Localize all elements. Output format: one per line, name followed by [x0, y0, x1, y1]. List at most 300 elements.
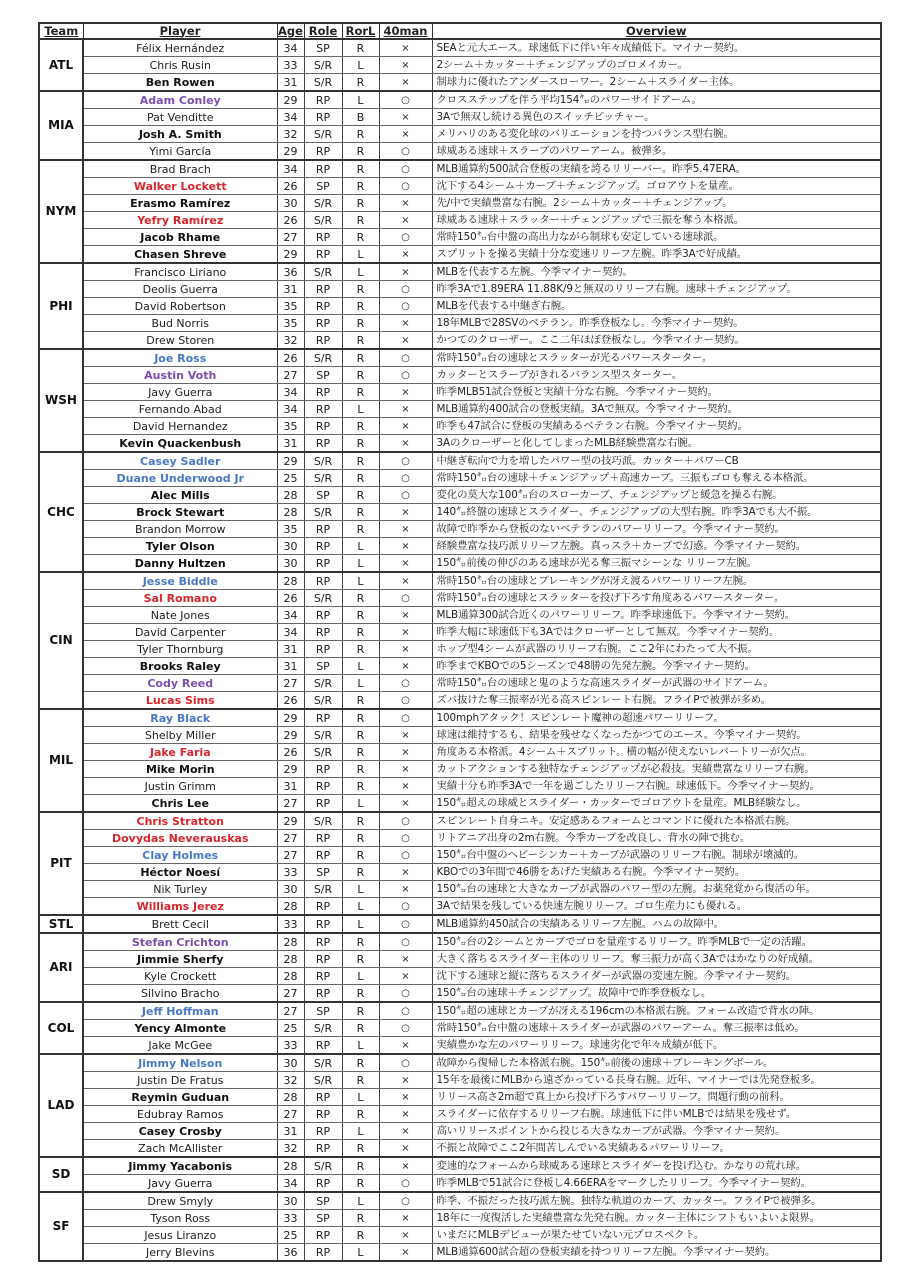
- role-cell: RP: [304, 607, 342, 624]
- forty-man-mark: ○: [379, 281, 432, 298]
- forty-man-mark: ×: [379, 1072, 432, 1089]
- forty-man-mark: ○: [379, 590, 432, 607]
- rorl-cell: R: [342, 1072, 379, 1089]
- role-cell: S/R: [304, 812, 342, 830]
- player-row: [39, 109, 881, 126]
- player-name: Brock Stewart: [83, 504, 277, 521]
- age-cell: 28: [277, 504, 304, 521]
- role-cell: RP: [304, 418, 342, 435]
- player-row: [39, 246, 881, 264]
- role-cell: RP: [304, 1037, 342, 1055]
- rorl-cell: L: [342, 1244, 379, 1262]
- role-cell: RP: [304, 830, 342, 847]
- age-cell: 27: [277, 367, 304, 384]
- forty-man-mark: ×: [379, 435, 432, 453]
- rorl-cell: R: [342, 195, 379, 212]
- header-age: Age: [278, 23, 303, 38]
- forty-man-mark: ○: [379, 298, 432, 315]
- age-cell: 27: [277, 1002, 304, 1020]
- rorl-cell: L: [342, 658, 379, 675]
- age-cell: 32: [277, 1072, 304, 1089]
- overview-cell: 不振と故障でここ2年間苦しんでいる実績あるパワーリリーフ。: [432, 1140, 881, 1158]
- player-row: [39, 367, 881, 384]
- forty-man-mark: ○: [379, 1002, 432, 1020]
- player-row: [39, 195, 881, 212]
- role-cell: RP: [304, 332, 342, 350]
- role-cell: SP: [304, 367, 342, 384]
- overview-cell: 経験豊富な技巧派リリーフ左腕。真っスラ＋カーブで幻惑。今季マイナー契約。: [432, 538, 881, 555]
- player-name: Justin Grimm: [83, 778, 277, 795]
- age-cell: 29: [277, 143, 304, 161]
- player-row: [39, 349, 881, 367]
- age-cell: 28: [277, 898, 304, 916]
- role-cell: RP: [304, 1089, 342, 1106]
- overview-cell: MLBを代表する中継ぎ右腕。: [432, 298, 881, 315]
- player-name: Jesus Liranzo: [83, 1227, 277, 1244]
- player-row: [39, 1123, 881, 1140]
- player-row: [39, 435, 881, 453]
- player-name: Danny Hultzen: [83, 555, 277, 573]
- role-cell: RP: [304, 898, 342, 916]
- role-cell: SP: [304, 178, 342, 195]
- age-cell: 31: [277, 658, 304, 675]
- role-cell: S/R: [304, 263, 342, 281]
- age-cell: 30: [277, 881, 304, 898]
- overview-cell: 常時150㌔台の速球と鬼のような高速スライダーが武器のサイドアーム。: [432, 675, 881, 692]
- age-cell: 34: [277, 160, 304, 178]
- role-cell: SP: [304, 487, 342, 504]
- player-name: Nate Jones: [83, 607, 277, 624]
- age-cell: 34: [277, 624, 304, 641]
- player-row: [39, 1157, 881, 1175]
- rorl-cell: R: [342, 641, 379, 658]
- role-cell: S/R: [304, 126, 342, 143]
- rorl-cell: R: [342, 452, 379, 470]
- rorl-cell: R: [342, 178, 379, 195]
- role-cell: S/R: [304, 1020, 342, 1037]
- age-cell: 28: [277, 572, 304, 590]
- rorl-cell: R: [342, 212, 379, 229]
- age-cell: 28: [277, 487, 304, 504]
- team-cell: MIL: [39, 709, 83, 812]
- age-cell: 32: [277, 1140, 304, 1158]
- age-cell: 26: [277, 349, 304, 367]
- header-team: Team: [39, 23, 83, 39]
- forty-man-mark: ×: [379, 1123, 432, 1140]
- player-name: Lucas Sims: [83, 692, 277, 710]
- player-name: Drew Storen: [83, 332, 277, 350]
- forty-man-mark: ×: [379, 1089, 432, 1106]
- header-role: Role: [304, 23, 342, 39]
- overview-cell: 140㌔終盤の速球とスライダー、チェンジアップの大型右腕。昨季3Aでも大不振。: [432, 504, 881, 521]
- role-cell: RP: [304, 709, 342, 727]
- overview-cell: 故障で昨季から登板のないベテランのパワーリリーフ。今季マイナー契約。: [432, 521, 881, 538]
- age-cell: 27: [277, 229, 304, 246]
- age-cell: 26: [277, 212, 304, 229]
- rorl-cell: R: [342, 727, 379, 744]
- forty-man-mark: ×: [379, 951, 432, 968]
- player-name: Alec Mills: [83, 487, 277, 504]
- age-cell: 35: [277, 315, 304, 332]
- player-name: David Carpenter: [83, 624, 277, 641]
- team-cell: PIT: [39, 812, 83, 915]
- overview-cell: 実績豊かな左のパワーリリーフ。球速劣化で年々成績が低下。: [432, 1037, 881, 1055]
- header-player: Player: [83, 23, 277, 39]
- player-name: Jacob Rhame: [83, 229, 277, 246]
- player-row: [39, 401, 881, 418]
- forty-man-mark: ○: [379, 1020, 432, 1037]
- overview-cell: 150㌔台の速球＋チェンジアップ。故障中で昨季登板なし。: [432, 985, 881, 1003]
- forty-man-mark: ○: [379, 367, 432, 384]
- rorl-cell: L: [342, 795, 379, 813]
- player-name: Chasen Shreve: [83, 246, 277, 264]
- age-cell: 26: [277, 692, 304, 710]
- player-name: Brett Cecil: [83, 915, 277, 933]
- forty-man-mark: ○: [379, 160, 432, 178]
- player-row: [39, 470, 881, 487]
- overview-cell: MLBを代表する左腕。今季マイナー契約。: [432, 263, 881, 281]
- player-name: Sal Romano: [83, 590, 277, 607]
- player-name: Chris Stratton: [83, 812, 277, 830]
- player-name: Casey Crosby: [83, 1123, 277, 1140]
- overview-cell: MLB通算300試合近くのパワーリリーフ。昨季球速低下。今季マイナー契約。: [432, 607, 881, 624]
- team-cell: ARI: [39, 933, 83, 1002]
- rorl-cell: L: [342, 91, 379, 109]
- forty-man-mark: ○: [379, 812, 432, 830]
- player-row: [39, 1002, 881, 1020]
- role-cell: S/R: [304, 1157, 342, 1175]
- overview-cell: 故障から復帰した本格派右腕。150㌔前後の速球＋ブレーキングボール。: [432, 1054, 881, 1072]
- rorl-cell: R: [342, 864, 379, 881]
- overview-cell: 実績十分も昨季3Aで一年を過ごしたリリーフ右腕。球速低下。今季マイナー契約。: [432, 778, 881, 795]
- role-cell: S/R: [304, 1072, 342, 1089]
- player-row: [39, 418, 881, 435]
- forty-man-mark: ○: [379, 229, 432, 246]
- player-name: Erasmo Ramírez: [83, 195, 277, 212]
- player-name: Héctor Noesí: [83, 864, 277, 881]
- overview-cell: 球速は維持するも、結果を残せなくなったかつてのエース。今季マイナー契約。: [432, 727, 881, 744]
- role-cell: S/R: [304, 212, 342, 229]
- role-cell: RP: [304, 915, 342, 933]
- forty-man-mark: ×: [379, 212, 432, 229]
- player-name: Francisco Liriano: [83, 263, 277, 281]
- player-row: [39, 881, 881, 898]
- forty-man-mark: ×: [379, 572, 432, 590]
- rorl-cell: L: [342, 675, 379, 692]
- age-cell: 25: [277, 1020, 304, 1037]
- player-row: [39, 830, 881, 847]
- player-name: Jake Faria: [83, 744, 277, 761]
- forty-man-mark: ×: [379, 1037, 432, 1055]
- player-row: [39, 39, 881, 57]
- role-cell: S/R: [304, 470, 342, 487]
- role-cell: RP: [304, 778, 342, 795]
- player-row: [39, 847, 881, 864]
- overview-cell: 大きく落ちるスライダー主体のリリーフ。奪三振力が高く3Aではかなりの好成績。: [432, 951, 881, 968]
- player-row: [39, 968, 881, 985]
- overview-cell: 角度ある本格派。4シーム＋スプリット。横の幅が使えないレパートリーが欠点。: [432, 744, 881, 761]
- age-cell: 30: [277, 195, 304, 212]
- player-name: Walker Lockett: [83, 178, 277, 195]
- rorl-cell: R: [342, 830, 379, 847]
- forty-man-mark: ○: [379, 692, 432, 710]
- age-cell: 30: [277, 555, 304, 573]
- overview-cell: 昨季、不振だった技巧派左腕。独特な軌道のカーブ、カッター。フライPで被弾多。: [432, 1192, 881, 1210]
- player-row: [39, 521, 881, 538]
- rorl-cell: R: [342, 435, 379, 453]
- age-cell: 28: [277, 933, 304, 951]
- forty-man-mark: ×: [379, 968, 432, 985]
- player-name: Jerry Blevins: [83, 1244, 277, 1262]
- player-row: [39, 709, 881, 727]
- player-name: Dovydas Neverauskas: [83, 830, 277, 847]
- rorl-cell: R: [342, 692, 379, 710]
- overview-cell: スライダーに依存するリリーフ右腕。球速低下に伴いMLBでは結果を残せず。: [432, 1106, 881, 1123]
- rorl-cell: R: [342, 744, 379, 761]
- age-cell: 28: [277, 1089, 304, 1106]
- player-name: Tyson Ross: [83, 1210, 277, 1227]
- age-cell: 33: [277, 864, 304, 881]
- overview-cell: カットアクションする独特なチェンジアップが必殺技。実績豊富なリリーフ右腕。: [432, 761, 881, 778]
- player-name: Jesse Biddle: [83, 572, 277, 590]
- rorl-cell: R: [342, 847, 379, 864]
- forty-man-mark: ○: [379, 143, 432, 161]
- forty-man-mark: ×: [379, 658, 432, 675]
- forty-man-mark: ○: [379, 985, 432, 1003]
- age-cell: 29: [277, 761, 304, 778]
- forty-man-mark: ○: [379, 349, 432, 367]
- age-cell: 34: [277, 401, 304, 418]
- age-cell: 27: [277, 847, 304, 864]
- player-name: Reymin Guduan: [83, 1089, 277, 1106]
- player-row: [39, 1210, 881, 1227]
- role-cell: RP: [304, 1227, 342, 1244]
- role-cell: S/R: [304, 452, 342, 470]
- role-cell: RP: [304, 109, 342, 126]
- role-cell: RP: [304, 933, 342, 951]
- overview-cell: 150㌔台の速球と大きなカーブが武器のパワー型の左腕。お薬発覚から復活の年。: [432, 881, 881, 898]
- forty-man-mark: ○: [379, 709, 432, 727]
- role-cell: RP: [304, 951, 342, 968]
- role-cell: RP: [304, 91, 342, 109]
- rorl-cell: L: [342, 401, 379, 418]
- player-row: [39, 744, 881, 761]
- overview-cell: MLB通算600試合超の登板実績を持つリリーフ左腕。今季マイナー契約。: [432, 1244, 881, 1262]
- overview-cell: リリース高さ2m超で真上から投げ下ろすパワーリリーフ。問題行動の前科。: [432, 1089, 881, 1106]
- overview-cell: 中継ぎ転向で力を増したパワー型の技巧派。カッター＋パワーCB: [432, 452, 881, 470]
- overview-cell: 15年を最後にMLBから遠ざかっている長身右腕。近年、マイナーでは先発登板多。: [432, 1072, 881, 1089]
- overview-cell: 常時150㌔台中盤の高出力ながら制球も安定している速球派。: [432, 229, 881, 246]
- rorl-cell: R: [342, 298, 379, 315]
- age-cell: 29: [277, 246, 304, 264]
- role-cell: RP: [304, 538, 342, 555]
- roster-body: [39, 39, 881, 1261]
- overview-cell: 150㌔超えの球威とスライダー・カッターでゴロアウトを量産。MLB経験なし。: [432, 795, 881, 813]
- rorl-cell: R: [342, 384, 379, 401]
- overview-cell: SEAと元大エース。球速低下に伴い年々成績低下。マイナー契約。: [432, 39, 881, 57]
- age-cell: 31: [277, 778, 304, 795]
- age-cell: 27: [277, 675, 304, 692]
- player-row: [39, 281, 881, 298]
- age-cell: 35: [277, 298, 304, 315]
- overview-cell: MLB通算約400試合の登板実績。3Aで無双。今季マイナー契約。: [432, 401, 881, 418]
- age-cell: 36: [277, 263, 304, 281]
- forty-man-mark: ○: [379, 452, 432, 470]
- player-name: Jeff Hoffman: [83, 1002, 277, 1020]
- age-cell: 36: [277, 1244, 304, 1262]
- overview-cell: 3Aで無双し続ける異色のスイッチピッチャー。: [432, 109, 881, 126]
- player-name: Pat Venditte: [83, 109, 277, 126]
- player-row: [39, 1072, 881, 1089]
- overview-cell: 3Aで結果を残している快速左腕リリーフ。ゴロ生産力にも優れる。: [432, 898, 881, 916]
- player-name: Edubray Ramos: [83, 1106, 277, 1123]
- player-row: [39, 915, 881, 933]
- age-cell: 27: [277, 985, 304, 1003]
- age-cell: 31: [277, 281, 304, 298]
- player-name: Jimmy Yacabonis: [83, 1157, 277, 1175]
- role-cell: RP: [304, 1244, 342, 1262]
- forty-man-mark: ×: [379, 641, 432, 658]
- rorl-cell: L: [342, 1123, 379, 1140]
- overview-cell: 高いリリースポイントから投じる大きなカーブが武器。今季マイナー契約。: [432, 1123, 881, 1140]
- role-cell: RP: [304, 384, 342, 401]
- overview-cell: 常時150㌔台の速球とスラッターが光るパワースターター。: [432, 349, 881, 367]
- age-cell: 33: [277, 915, 304, 933]
- team-cell: SF: [39, 1192, 83, 1261]
- role-cell: SP: [304, 658, 342, 675]
- role-cell: RP: [304, 143, 342, 161]
- overview-cell: スピンレート自身ニキ。安定感あるフォームとコマンドに優れた本格派右腕。: [432, 812, 881, 830]
- forty-man-mark: ○: [379, 847, 432, 864]
- forty-man-mark: ○: [379, 915, 432, 933]
- overview-cell: かつてのクローザー。ここ二年ほぼ登板なし。今季マイナー契約。: [432, 332, 881, 350]
- overview-cell: 18年MLBで28SVのベテラン。昨季登板なし。今季マイナー契約。: [432, 315, 881, 332]
- overview-cell: 100mphアタック！スピンレート魔神の超速パワーリリーフ。: [432, 709, 881, 727]
- player-name: Cody Reed: [83, 675, 277, 692]
- age-cell: 34: [277, 1175, 304, 1193]
- player-row: [39, 1089, 881, 1106]
- role-cell: SP: [304, 1192, 342, 1210]
- forty-man-mark: ○: [379, 487, 432, 504]
- header-overview: Overview: [432, 23, 881, 39]
- role-cell: RP: [304, 847, 342, 864]
- forty-man-mark: ×: [379, 126, 432, 143]
- age-cell: 33: [277, 57, 304, 74]
- rorl-cell: R: [342, 367, 379, 384]
- forty-man-mark: ×: [379, 727, 432, 744]
- age-cell: 34: [277, 607, 304, 624]
- player-row: [39, 727, 881, 744]
- rorl-cell: L: [342, 1192, 379, 1210]
- player-row: [39, 1106, 881, 1123]
- forty-man-mark: ×: [379, 607, 432, 624]
- age-cell: 27: [277, 1106, 304, 1123]
- role-cell: S/R: [304, 74, 342, 92]
- age-cell: 33: [277, 1210, 304, 1227]
- age-cell: 29: [277, 452, 304, 470]
- rorl-cell: L: [342, 1089, 379, 1106]
- team-cell: LAD: [39, 1054, 83, 1157]
- player-row: [39, 212, 881, 229]
- forty-man-mark: ×: [379, 744, 432, 761]
- rorl-cell: R: [342, 281, 379, 298]
- player-name: Brooks Raley: [83, 658, 277, 675]
- rorl-cell: R: [342, 126, 379, 143]
- age-cell: 31: [277, 641, 304, 658]
- team-cell: CIN: [39, 572, 83, 709]
- rorl-cell: R: [342, 1106, 379, 1123]
- player-name: Adam Conley: [83, 91, 277, 109]
- header-rorl: RorL: [342, 23, 379, 39]
- player-name: Williams Jerez: [83, 898, 277, 916]
- player-row: [39, 778, 881, 795]
- age-cell: 34: [277, 384, 304, 401]
- player-row: [39, 1244, 881, 1262]
- age-cell: 29: [277, 812, 304, 830]
- overview-cell: クロスステップを伴う平均154㌔のパワーサイドアーム。: [432, 91, 881, 109]
- age-cell: 35: [277, 521, 304, 538]
- age-cell: 29: [277, 709, 304, 727]
- overview-cell: MLB通算約500試合登板の実績を誇るリリーバー。昨季5.47ERA。: [432, 160, 881, 178]
- age-cell: 32: [277, 332, 304, 350]
- age-cell: 26: [277, 178, 304, 195]
- forty-man-mark: ○: [379, 1054, 432, 1072]
- player-name: Chris Rusin: [83, 57, 277, 74]
- forty-man-mark: ×: [379, 538, 432, 555]
- rorl-cell: R: [342, 229, 379, 246]
- rorl-cell: R: [342, 951, 379, 968]
- age-cell: 26: [277, 744, 304, 761]
- player-name: Kevin Quackenbush: [83, 435, 277, 453]
- player-row: [39, 1175, 881, 1193]
- role-cell: RP: [304, 160, 342, 178]
- age-cell: 33: [277, 1037, 304, 1055]
- player-name: Stefan Crichton: [83, 933, 277, 951]
- rorl-cell: R: [342, 933, 379, 951]
- player-name: Nik Turley: [83, 881, 277, 898]
- roster-sheet: [38, 22, 880, 1262]
- player-name: Jimmie Sherfy: [83, 951, 277, 968]
- player-name: Tyler Olson: [83, 538, 277, 555]
- player-row: [39, 126, 881, 143]
- overview-cell: 150㌔超の速球とカーブが冴える196cmの本格派右腕。フォーム改造で背水の陣。: [432, 1002, 881, 1020]
- overview-cell: 昨季も47試合に登板の実績あるベテラン右腕。今季マイナー契約。: [432, 418, 881, 435]
- overview-cell: 常時150㌔台の速球＋チェンジアップ＋高速カーブ。三振もゴロも奪える本格派。: [432, 470, 881, 487]
- overview-cell: KBOでの3年間で46勝をあげた実績ある右腕。今季マイナー契約。: [432, 864, 881, 881]
- player-name: Silvino Bracho: [83, 985, 277, 1003]
- player-row: [39, 229, 881, 246]
- rorl-cell: L: [342, 915, 379, 933]
- player-row: [39, 1140, 881, 1158]
- rorl-cell: R: [342, 778, 379, 795]
- player-name: Yency Almonte: [83, 1020, 277, 1037]
- role-cell: RP: [304, 1175, 342, 1193]
- role-cell: RP: [304, 1140, 342, 1158]
- player-name: Kyle Crockett: [83, 968, 277, 985]
- player-name: Tyler Thornburg: [83, 641, 277, 658]
- player-row: [39, 795, 881, 813]
- player-name: Casey Sadler: [83, 452, 277, 470]
- age-cell: 31: [277, 74, 304, 92]
- player-name: David Hernandez: [83, 418, 277, 435]
- player-name: David Robertson: [83, 298, 277, 315]
- forty-man-mark: ○: [379, 1192, 432, 1210]
- age-cell: 29: [277, 91, 304, 109]
- player-name: Jimmy Nelson: [83, 1054, 277, 1072]
- player-row: [39, 985, 881, 1003]
- forty-man-mark: ×: [379, 246, 432, 264]
- role-cell: RP: [304, 521, 342, 538]
